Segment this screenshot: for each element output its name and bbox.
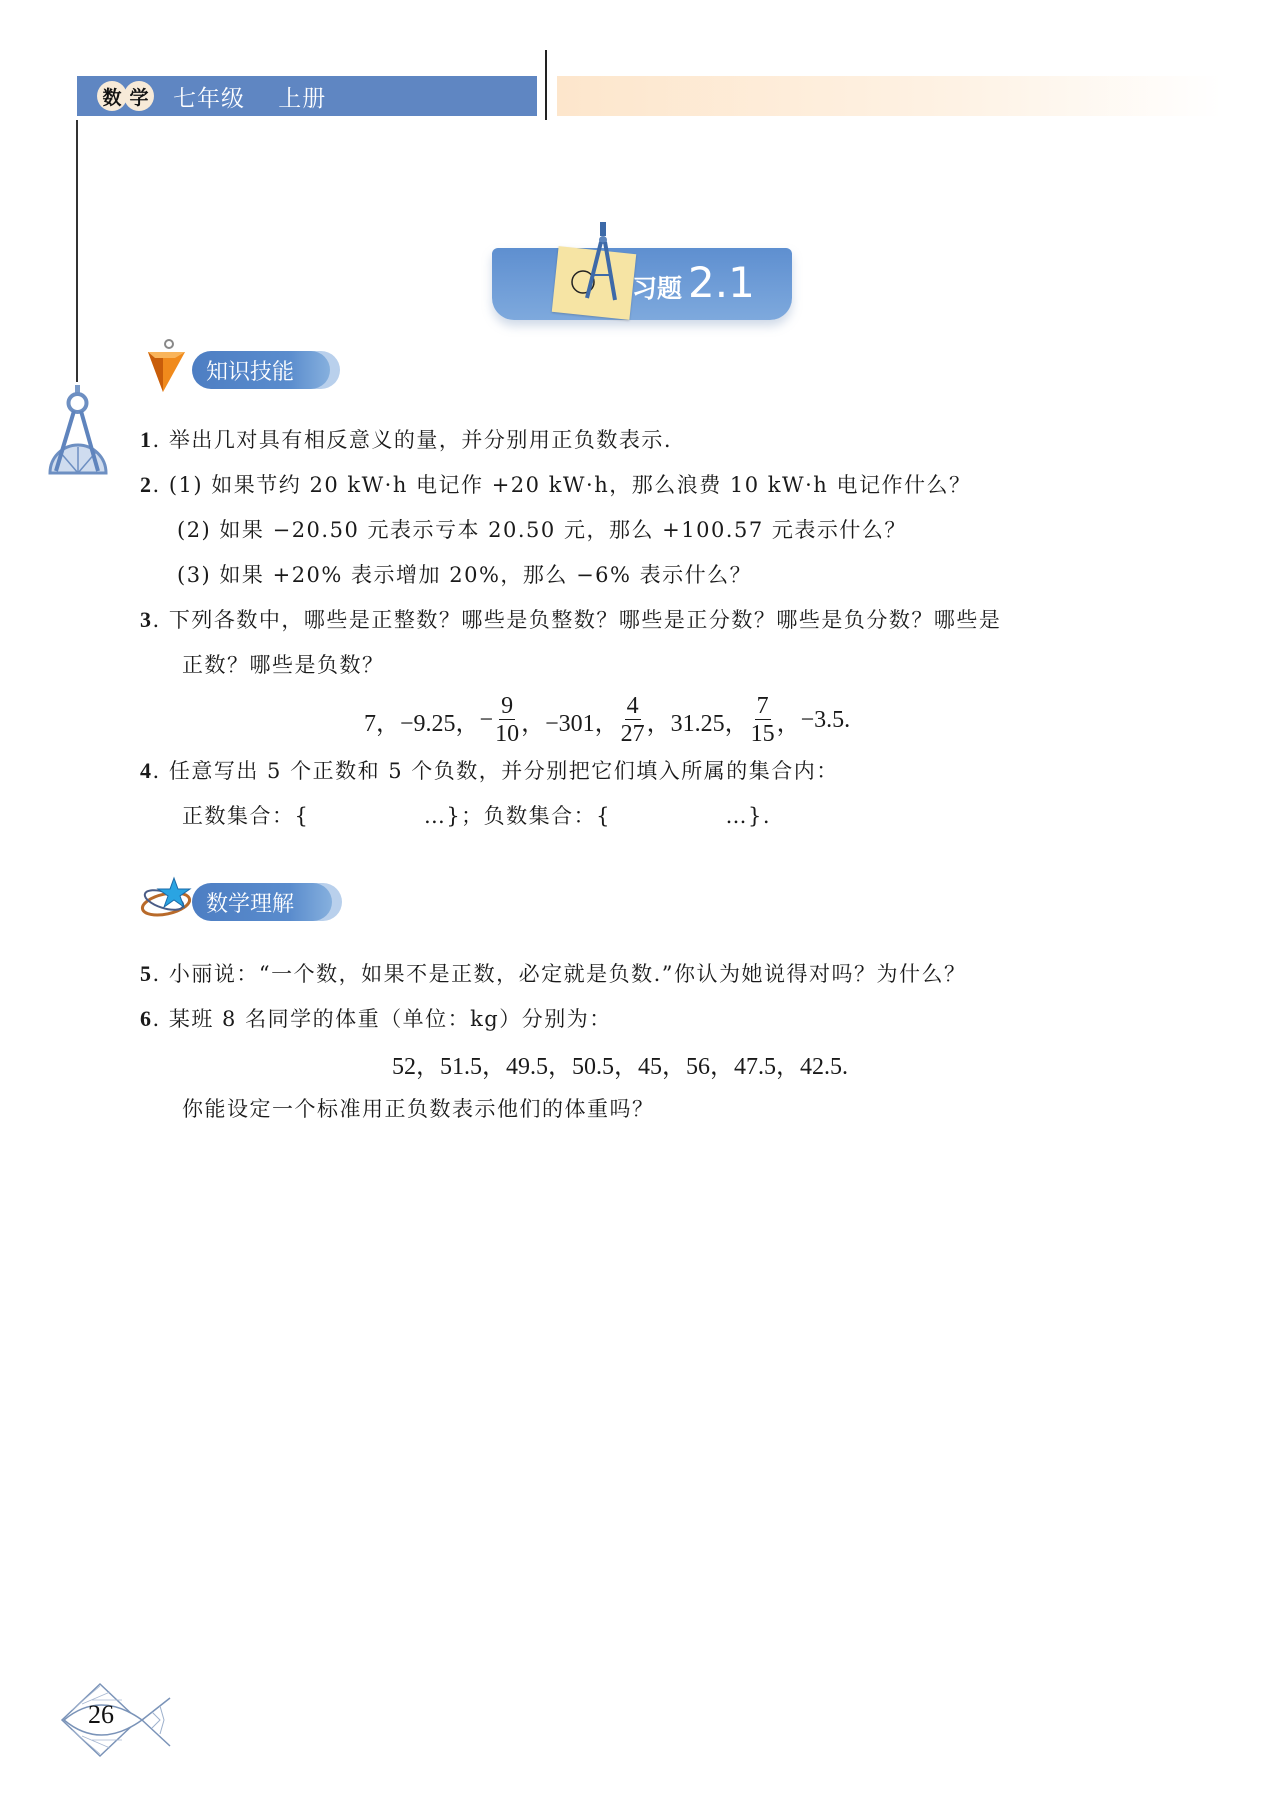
subject-char: 学 [124, 81, 154, 111]
number: 7， [364, 710, 400, 737]
problem-1: 1. 举出几对具有相反意义的量，并分别用正负数表示. [140, 427, 673, 452]
number: −9.25， [400, 710, 480, 737]
header-decoration [557, 76, 1222, 116]
problem-3: 3. 下列各数中，哪些是正整数？哪些是负整数？哪些是正分数？哪些是负分数？哪些是 [140, 607, 1002, 632]
section-heading-knowledge-skills [192, 351, 330, 389]
problem-4: 4. 任意写出 5 个正数和 5 个负数，并分别把它们填入所属的集合内： [140, 758, 839, 783]
section-heading-label: 数学理解 [206, 891, 295, 917]
compass-protractor-icon [44, 385, 112, 479]
subject-badge [97, 81, 151, 111]
problem-2-part-1: 2. (1) 如果节约 20 kW·h 电记作 +20 kW·h，那么浪费 10 kW·h 电记作什么？ [140, 472, 972, 497]
problem-2-part-2: (2) 如果 −20.50 元表示亏本 20.50 元，那么 +100.57 元表示什么？ [177, 518, 907, 542]
number: 31.25， [670, 710, 749, 737]
problem-text: (1) 如果节约 20 kW·h 电记作 +20 kW·h，那么浪费 10 kW·h 电记作什么？ [168, 473, 972, 497]
separator: ， [776, 710, 801, 737]
separator: ， [521, 710, 546, 737]
sign: − [479, 706, 494, 733]
header-divider [545, 50, 547, 120]
number: −301， [545, 710, 619, 737]
problem-3-line-2: 正数？哪些是负数？ [182, 653, 385, 677]
problem-number: 1 [140, 427, 153, 452]
problem-4-sets: 正数集合：{ …}；负数集合：{ …}. [182, 804, 772, 828]
separator: ， [646, 710, 671, 737]
problem-5: 5. 小丽说：“一个数，如果不是正数，必定就是负数.”你认为她说得对吗？为什么？ [140, 961, 967, 986]
problem-6: 6. 某班 8 名同学的体重（单位：kg）分别为： [140, 1006, 612, 1031]
grade-volume: 七年级 上册 [173, 85, 327, 112]
problem-number: 3 [140, 607, 153, 632]
problem-number: 5 [140, 961, 153, 986]
margin-rule [76, 120, 78, 382]
section-heading-math-understanding [192, 883, 332, 921]
number-list [364, 694, 850, 746]
number: −3.5. [800, 706, 851, 733]
problem-6-question: 你能设定一个标准用正负数表示他们的体重吗？ [182, 1097, 655, 1121]
fraction: $\frac{4}{27}$ [620, 693, 645, 747]
fish-icon [60, 1680, 175, 1764]
subject-char: 数 [97, 81, 127, 111]
compass-icon [565, 220, 625, 314]
problem-number: 6 [140, 1006, 153, 1031]
problem-text: 下列各数中，哪些是正整数？哪些是负整数？哪些是正分数？哪些是负分数？哪些是 [168, 608, 1002, 632]
exercise-title [632, 258, 755, 307]
problem-number: 4 [140, 758, 153, 783]
problem-2-part-3: (3) 如果 +20% 表示增加 20%，那么 −6% 表示什么？ [177, 563, 753, 587]
problem-text: 某班 8 名同学的体重（单位：kg）分别为： [168, 1007, 612, 1031]
fraction: $\frac{7}{15}$ [750, 693, 775, 747]
problem-text: 举出几对具有相反意义的量，并分别用正负数表示. [168, 428, 673, 452]
section-heading-label: 知识技能 [206, 359, 295, 385]
star-orbit-icon [138, 876, 198, 928]
header-bar [77, 76, 537, 116]
fraction: $\frac{9}{10}$ [495, 693, 520, 747]
problem-number: 2 [140, 472, 153, 497]
exercise-label: 习题 [632, 274, 683, 303]
problem-text: 任意写出 5 个正数和 5 个负数，并分别把它们填入所属的集合内： [168, 759, 839, 783]
problem-text: 小丽说：“一个数，如果不是正数，必定就是负数.”你认为她说得对吗？为什么？ [168, 962, 967, 986]
weight-values: 52，51.5，49.5，50.5，45，56，47.5，42.5. [392, 1054, 848, 1080]
page-number: 26 [88, 1700, 114, 1729]
exercise-number: 2.1 [688, 258, 755, 307]
plumb-bob-icon [145, 338, 187, 398]
